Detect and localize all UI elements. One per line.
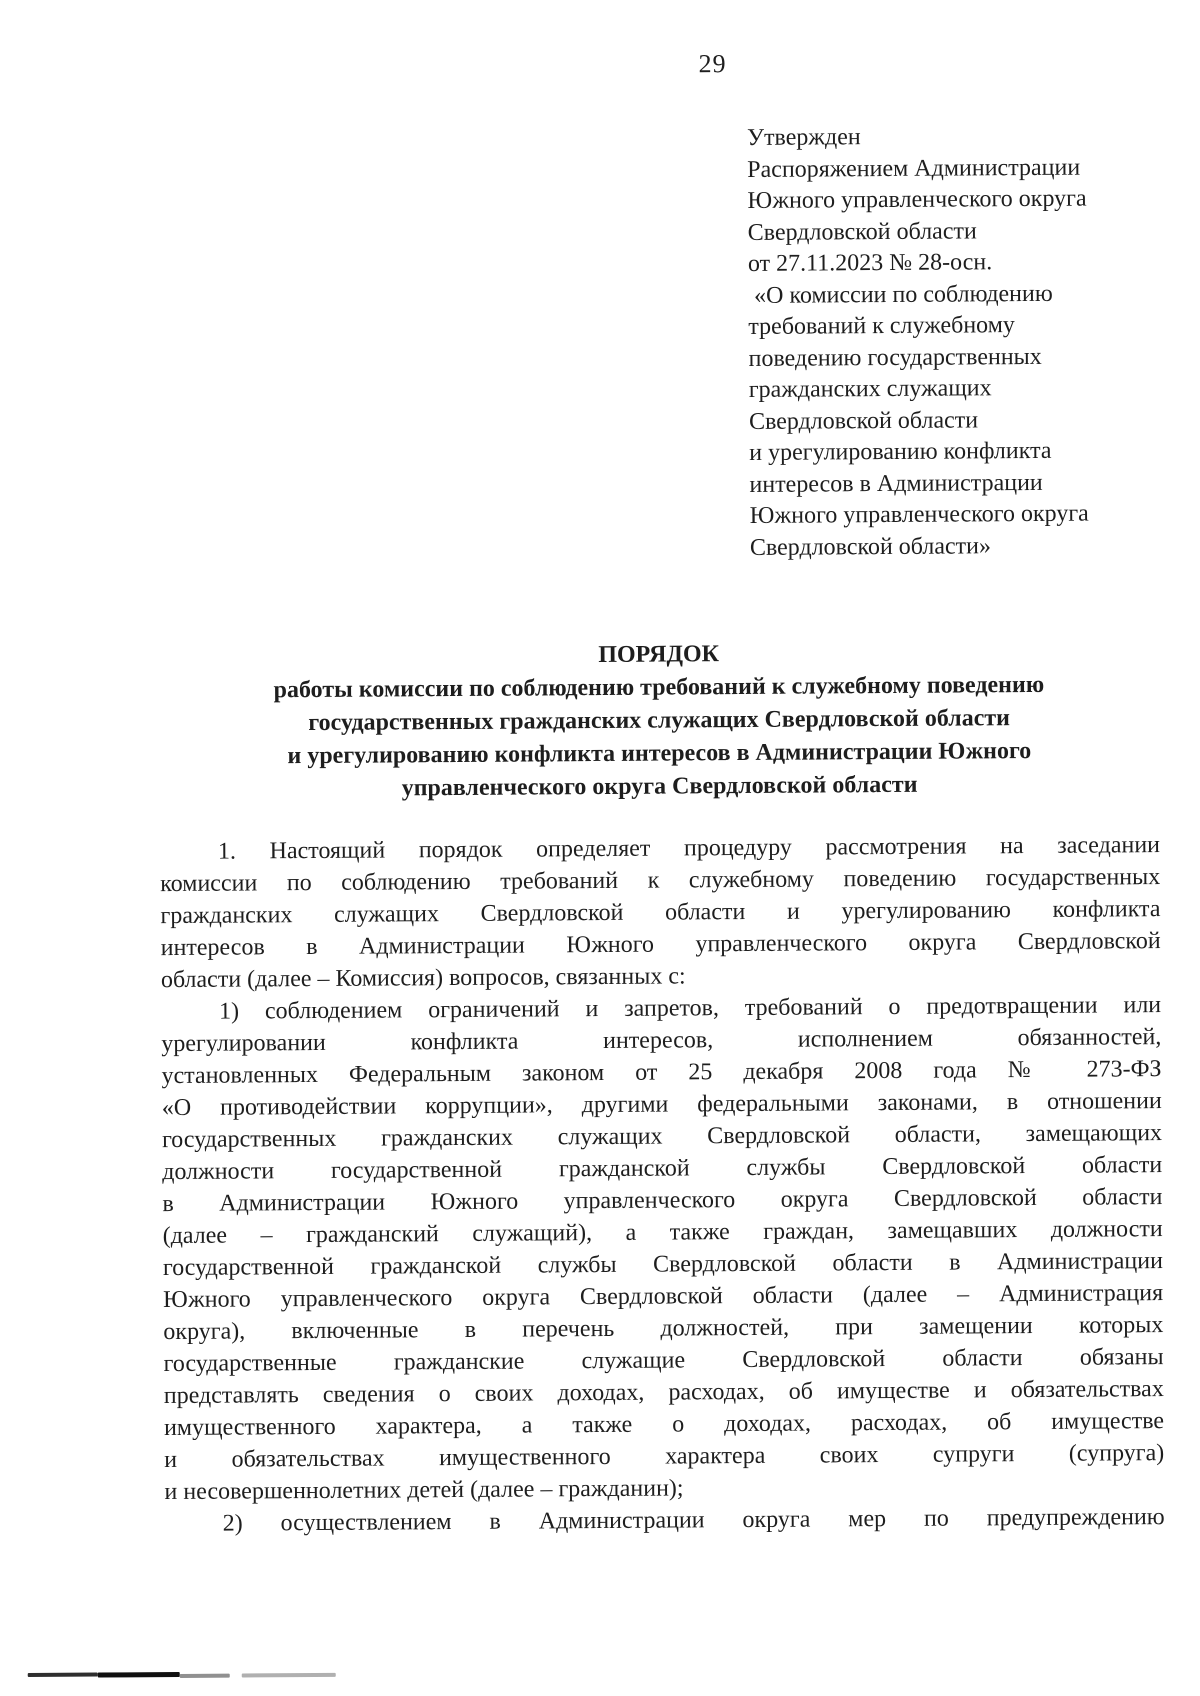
approval-line: Свердловской области [748,406,979,435]
body-paragraph [165,1501,1165,1540]
approval-line: от 27.11.2023 № 28-осн. [747,249,993,277]
approval-line: Утвержден [746,124,861,151]
approval-line: гражданских служащих [748,375,992,403]
paragraph-line: 1) соблюдением ограничений и запретов, требований о предотвращении или [219,992,1162,1025]
approval-line: интересов в Администрации [749,469,1043,498]
approval-line: требований к служебному [748,312,1015,340]
scan-artifact-line [180,1674,230,1678]
paragraph-line: и несовершеннолетних детей (далее – гражданин); [164,1475,684,1506]
document-title [159,635,1160,807]
paragraph-line: (далее – гражданский служащий), а также граждан, замещавших должности [162,1216,1163,1250]
title-line: и урегулированию конфликта интересов в Администрации Южного [287,737,1032,770]
paragraph-line: государственные гражданские служащие Свердловской области обязаны [163,1344,1164,1378]
approval-line: Свердловской области [747,217,977,246]
paragraph-line: 2) осуществлением в Администрации округа мер по предупреждению [222,1504,1165,1537]
paragraph-line: «О противодействии коррупции», другими федеральными законами, в отношении [161,1088,1162,1122]
paragraph-line: 1. Настоящий порядок определяет процедуру рассмотрения на заседании [217,832,1161,865]
paragraph-line: урегулировании конфликта интересов, исполнением обязанностей, [161,1024,1162,1058]
paragraph-line: и обязательствах имущественного характера своих супруги (супруга) [164,1440,1165,1474]
paragraph-line: Южного управленческого округа Свердловской области (далее – Администрация [163,1280,1164,1314]
body-paragraph [160,829,1161,996]
approval-line: Южного управленческого округа [747,185,1087,214]
scan-artifacts [0,0,1194,4]
title-line: управленческого округа Свердловской области [401,771,918,802]
title-heading: ПОРЯДОК [598,641,720,669]
title-line: государственных гражданских служащих Свердловской области [308,705,1011,737]
approval-line: Южного управленческого округа [749,500,1089,529]
approval-line: поведению государственных [748,343,1042,372]
paragraph-line: должности государственной гражданской службы Свердловской области [162,1152,1163,1186]
approval-line: Распоряжением Администрации [747,154,1081,183]
scan-artifact-line [242,1673,336,1678]
document-body [160,829,1165,1540]
scan-artifact-line [98,1672,180,1678]
paragraph-line: в Администрации Южного управленческого округа Свердловской области [162,1184,1163,1218]
paragraph-line: представлять сведения о своих доходах, расходах, об имуществе и обязательствах [163,1376,1164,1410]
paragraph-line: области (далее – Комиссия) вопросов, связанных с: [160,963,686,994]
approval-block [747,121,1089,564]
body-paragraph [161,989,1165,1508]
approval-line: и урегулированию конфликта [749,437,1052,466]
scan-artifact-line [28,1673,98,1677]
paragraph-line: гражданских служащих Свердловской области и урегулированию конфликта [160,896,1161,930]
paragraph-line: государственной гражданской службы Свердловской области в Администрации [162,1248,1163,1282]
approval-line: «О комиссии по соблюдению [748,280,1053,309]
approval-line: Свердловской области» [749,532,992,561]
title-line: работы комиссии по соблюдению требований к служебному поведению [273,671,1045,704]
paragraph-line: интересов в Администрации Южного управленческого округа Свердловской [160,928,1161,962]
page-number: 29 [698,49,727,79]
paragraph-line: имущественного характера, а также о доходах, расходах, об имуществе [163,1408,1165,1442]
paragraph-line: установленных Федеральным законом от 25 декабря 2008 года № 273-ФЗ [161,1056,1162,1090]
paragraph-line: округа), включенные в перечень должностей, при замещении которых [163,1312,1164,1346]
paragraph-line: государственных гражданских служащих Свердловской области, замещающих [161,1120,1163,1154]
title-subtitle-lines [159,668,1160,807]
paragraph-line: комиссии по соблюдению требований к служебному поведению государственных [160,864,1161,898]
